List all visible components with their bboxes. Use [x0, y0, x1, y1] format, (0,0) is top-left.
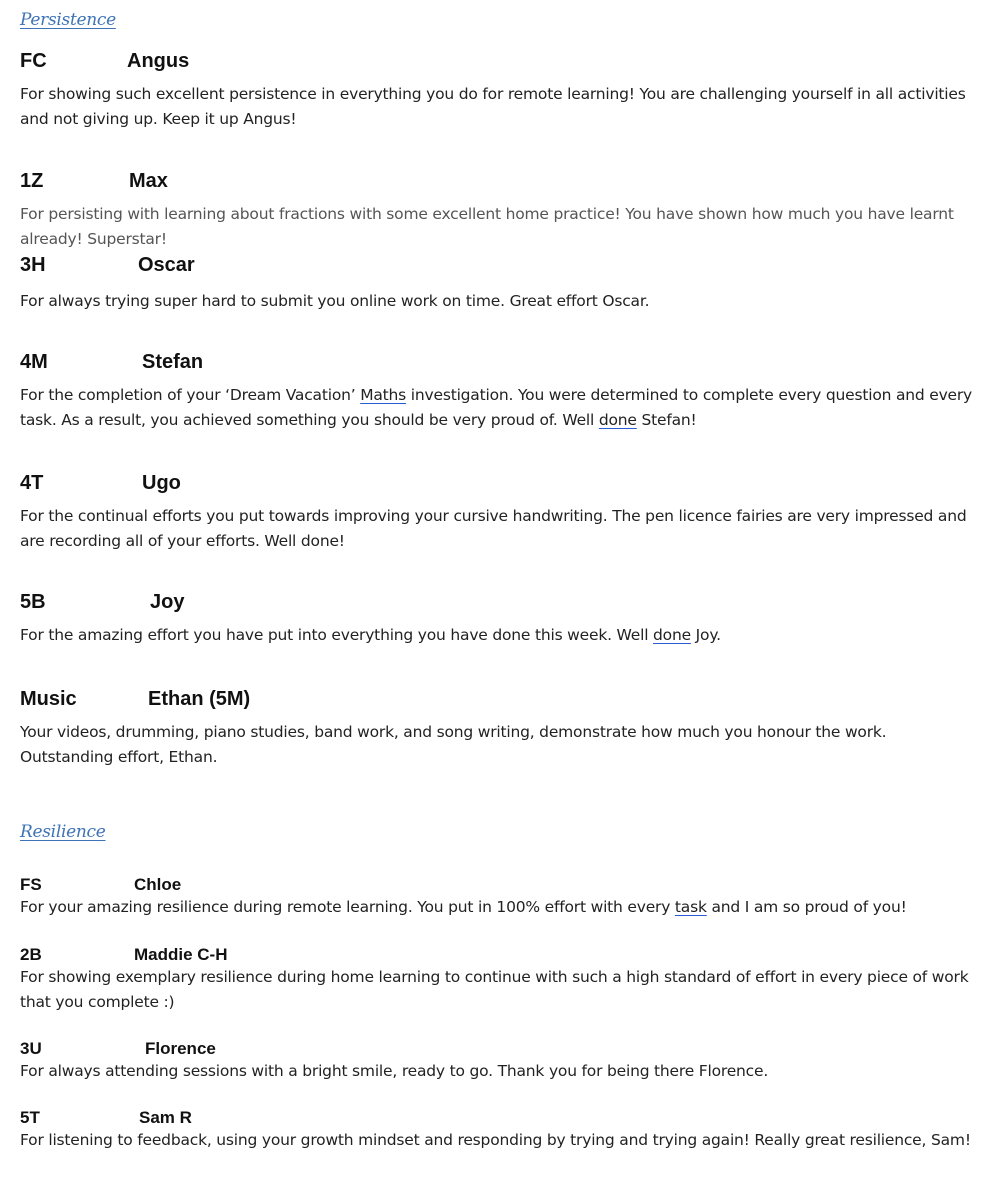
award-name-line	[20, 591, 980, 617]
student-name: Ugo	[142, 472, 181, 494]
student-name: Oscar	[138, 254, 195, 276]
award-name-line	[20, 472, 980, 498]
award-name-line	[20, 875, 980, 895]
class-code: 4T	[20, 472, 44, 494]
section-heading-resilience: Resilience	[20, 822, 106, 842]
award-entry	[20, 1039, 980, 1084]
student-name: Sam R	[139, 1108, 192, 1127]
award-description: For the continual efforts you put towards improving your cursive handwriting. The pen licence fairies are very impressed and are recording all of your efforts. Well done!	[20, 507, 967, 550]
award-description: For always trying super hard to submit you online work on time. Great effort Oscar.	[20, 292, 650, 310]
award-entry	[20, 945, 980, 1015]
award-description: For persisting with learning about fractions with some excellent home practice! You have shown how much you have learnt already! Superstar!	[20, 205, 954, 248]
student-name: Max	[129, 170, 168, 192]
class-code: 3H	[20, 254, 46, 276]
award-entry	[20, 591, 980, 648]
section-heading-persistence: Persistence	[20, 10, 116, 30]
award-entry	[20, 170, 980, 252]
award-name-line	[20, 1039, 980, 1059]
class-code: FS	[20, 875, 42, 894]
award-entry	[20, 254, 980, 314]
award-entry	[20, 1108, 980, 1153]
award-name-line	[20, 50, 980, 76]
award-description: For showing such excellent persistence in everything you do for remote learning! You are challenging yourself in all activities and not giving up. Keep it up Angus!	[20, 85, 966, 128]
award-description: For always attending sessions with a bright smile, ready to go. Thank you for being there Florence.	[20, 1062, 769, 1080]
class-code: 5B	[20, 591, 46, 613]
student-name: Chloe	[134, 875, 182, 894]
award-entry	[20, 875, 980, 920]
class-code: 4M	[20, 351, 48, 373]
award-description: For the completion of your ‘Dream Vacation’ Maths investigation. You were determined to complete every question and every task. As a result, you achieved something you should be very proud of. Well done Stefan!	[20, 386, 973, 429]
award-name-line	[20, 170, 980, 196]
class-code: 5T	[20, 1108, 40, 1127]
class-code: 3U	[20, 1039, 42, 1058]
spellcheck-underlined-word: done	[598, 411, 637, 429]
spellcheck-underlined-word: Maths	[360, 386, 407, 404]
class-code: 2B	[20, 945, 42, 964]
student-name: Angus	[127, 50, 190, 72]
student-name: Ethan (5M)	[148, 688, 251, 710]
award-description: Your videos, drumming, piano studies, band work, and song writing, demonstrate how much you honour the work. Outstanding effort, Ethan.	[20, 723, 887, 766]
award-entry	[20, 472, 980, 554]
award-description: For your amazing resilience during remote learning. You put in 100% effort with every task and I am so proud of you!	[20, 898, 907, 916]
award-name-line	[20, 254, 980, 280]
award-name-line	[20, 351, 980, 377]
class-code: FC	[20, 50, 47, 72]
award-entry	[20, 351, 980, 433]
award-entry	[20, 50, 980, 132]
student-name: Florence	[145, 1039, 216, 1058]
award-description: For the amazing effort you have put into everything you have done this week. Well done Joy.	[20, 626, 721, 644]
student-name: Maddie C-H	[134, 945, 228, 964]
student-name: Stefan	[142, 351, 204, 373]
award-entry	[20, 688, 980, 770]
award-name-line	[20, 945, 980, 965]
award-description: For showing exemplary resilience during home learning to continue with such a high standard of effort in every piece of work that you complete :)	[20, 968, 969, 1011]
spellcheck-underlined-word: task	[674, 898, 707, 916]
award-name-line	[20, 688, 980, 714]
student-name: Joy	[150, 591, 185, 613]
award-name-line	[20, 1108, 980, 1128]
class-code: Music	[20, 688, 77, 710]
class-code: 1Z	[20, 170, 44, 192]
award-description: For listening to feedback, using your growth mindset and responding by trying and trying again! Really great resilience, Sam!	[20, 1131, 971, 1149]
spellcheck-underlined-word: done	[653, 626, 691, 644]
